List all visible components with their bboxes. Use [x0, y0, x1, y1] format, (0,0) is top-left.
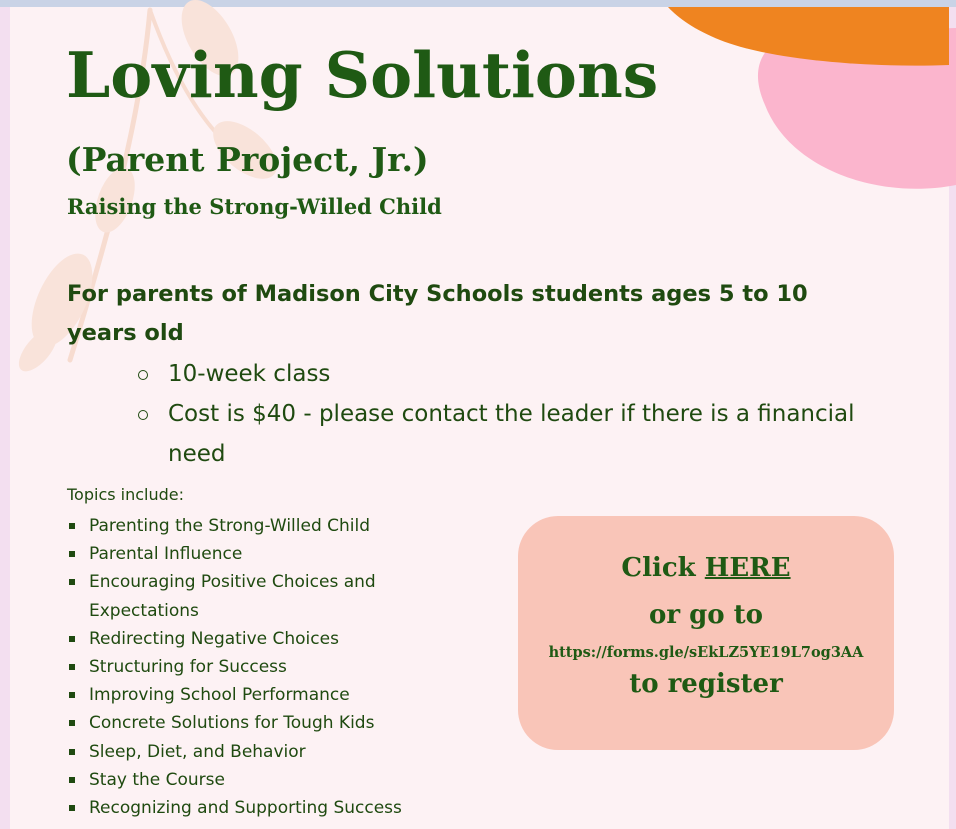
square-bullet-icon [69, 805, 75, 811]
square-bullet-icon [69, 777, 75, 783]
square-bullet-icon [69, 551, 75, 557]
topic-item [67, 568, 487, 624]
cta-or-go-to: or go to [648, 600, 764, 630]
square-bullet-icon [69, 749, 75, 755]
detail-item [138, 394, 858, 474]
register-url[interactable]: https://forms.gle/sEkLZ5YE19L7og3AA [548, 644, 864, 661]
topics-list [67, 512, 487, 822]
topic-item-text: Encouraging Positive Choices and Expectations [89, 572, 376, 621]
topic-item-text: Stay the Course [89, 769, 225, 790]
register-box [518, 516, 894, 750]
square-bullet-icon [69, 664, 75, 670]
topic-item-text: Improving School Performance [89, 685, 350, 706]
topic-item-text: Recognizing and Supporting Success [89, 798, 402, 819]
flyer-subtitle: (Parent Project, Jr.) [66, 140, 429, 179]
flyer-title: Loving Solutions [66, 38, 659, 112]
orange-pink-blob-shapes [668, 7, 956, 189]
topic-item [67, 794, 487, 822]
detail-item [138, 354, 858, 394]
topic-item [67, 653, 487, 681]
topic-item [67, 512, 487, 540]
topic-item [67, 709, 487, 737]
topic-item [67, 681, 487, 709]
topic-item [67, 738, 487, 766]
topics-heading: Topics include: [67, 485, 185, 504]
detail-item-text: Cost is $40 - please contact the leader if there is a financial need [168, 401, 855, 467]
square-bullet-icon [69, 636, 75, 642]
topic-item-text: Structuring for Success [89, 657, 287, 678]
square-bullet-icon [69, 523, 75, 529]
square-bullet-icon [69, 692, 75, 698]
topic-item-text: Sleep, Diet, and Behavior [89, 741, 306, 762]
audience-text: For parents of Madison City Schools students ages 5 to 10 years old [67, 281, 808, 346]
topic-item [67, 766, 487, 794]
detail-item-text: 10-week class [168, 361, 331, 387]
cta-click-text: Click [621, 553, 696, 583]
topic-item-text: Parental Influence [89, 544, 243, 565]
cta-to-register: to register [629, 669, 783, 699]
square-bullet-icon [69, 720, 75, 726]
topic-item [67, 540, 487, 568]
topic-item-text: Redirecting Negative Choices [89, 628, 339, 649]
flyer-tagline: Raising the Strong-Willed Child [67, 194, 442, 219]
hollow-circle-bullet-icon [138, 370, 148, 380]
topic-item-text: Parenting the Strong-Willed Child [89, 516, 371, 536]
cta-click-line [518, 553, 894, 583]
square-bullet-icon [69, 579, 75, 585]
topic-item [67, 625, 487, 653]
register-here-link[interactable]: HERE [704, 553, 791, 583]
topic-item-text: Concrete Solutions for Tough Kids [89, 713, 375, 734]
hollow-circle-bullet-icon [138, 410, 148, 420]
class-details-list [138, 354, 858, 474]
